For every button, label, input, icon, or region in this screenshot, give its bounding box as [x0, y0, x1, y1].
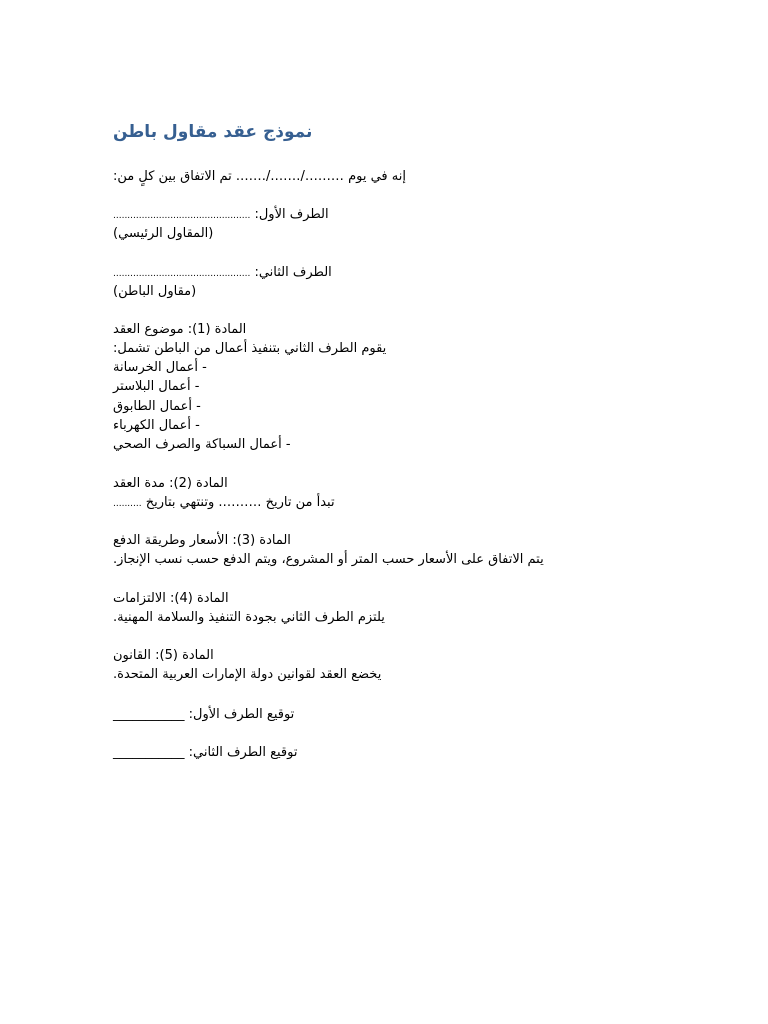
party2-dots: ................................................ — [113, 269, 251, 279]
article3-heading: المادة (3): الأسعار وطريقة الدفع — [113, 533, 291, 548]
party1-line — [113, 205, 329, 226]
article1-item: - أعمال الطابوق — [113, 399, 201, 414]
article1-body: يقوم الطرف الثاني بتنفيذ أعمال من الباطن تشمل: — [113, 341, 387, 356]
article4-body: يلتزم الطرف الثاني بجودة التنفيذ والسلامة المهنية. — [113, 610, 385, 625]
party1-dots: ................................................ — [113, 211, 251, 221]
article2-heading: المادة (2): مدة العقد — [113, 476, 228, 491]
article3-body: يتم الاتفاق على الأسعار حسب المتر أو المشروع، ويتم الدفع حسب نسب الإنجاز. — [113, 552, 544, 567]
party1-role: (المقاول الرئيسي) — [113, 226, 214, 241]
party2-label: الطرف الثاني: — [250, 265, 332, 280]
article4-heading: المادة (4): الالتزامات — [113, 591, 229, 606]
party2-line — [113, 263, 332, 284]
article1-item: - أعمال السباكة والصرف الصحي — [113, 437, 291, 452]
article2-dots: .......... — [113, 499, 142, 509]
article1-heading: المادة (1): موضوع العقد — [113, 322, 247, 337]
article1-item: - أعمال الكهرباء — [113, 418, 200, 433]
document-title: نموذج عقد مقاول باطن — [113, 122, 313, 142]
intro-line: إنه في يوم ………/……./……. تم الاتفاق بين كلٍ من: — [113, 169, 406, 184]
article2-body: تبدأ من تاريخ ………. وتنتهي بتاريخ — [141, 495, 335, 510]
signature-second-party: توقيع الطرف الثاني: ___________ — [113, 745, 298, 760]
article1-item: - أعمال الخرسانة — [113, 360, 207, 375]
article5-heading: المادة (5): القانون — [113, 648, 214, 663]
party1-label: الطرف الأول: — [250, 207, 329, 222]
article5-body: يخضع العقد لقوانين دولة الإمارات العربية المتحدة. — [113, 667, 382, 682]
article1-item: - أعمال البلاستر — [113, 379, 200, 394]
article2-body-line — [113, 493, 335, 514]
party2-role: (مقاول الباطن) — [113, 284, 197, 299]
signature-first-party: توقيع الطرف الأول: ___________ — [113, 707, 295, 722]
document-page — [113, 0, 673, 1024]
